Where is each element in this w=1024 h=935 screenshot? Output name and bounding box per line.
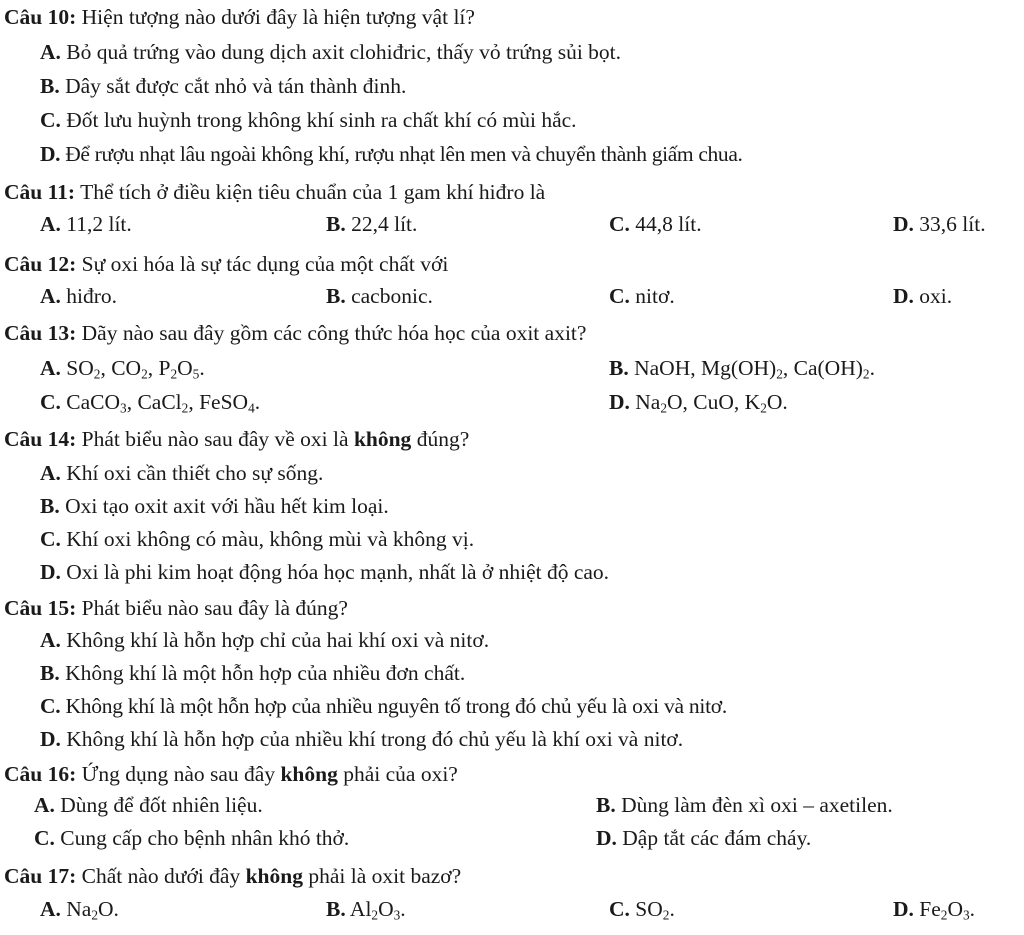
formula: $Na_2O$, CuO, $K_2O$. xyxy=(635,390,788,416)
question-text: Dãy nào sau đây gồm các công thức hóa học của oxit axit? xyxy=(81,321,587,345)
question-label: Câu 16: xyxy=(4,762,77,786)
option-b: B. 22,4 lít. xyxy=(326,212,418,236)
option-d: D. Để rượu nhạt lâu ngoài không khí, rượu nhạt lên men và chuyển thành giấm chua. xyxy=(40,142,743,166)
option-d: D. Oxi là phi kim hoạt động hóa học mạnh, nhất là ở nhiệt độ cao. xyxy=(40,560,610,584)
question-label: Câu 11: xyxy=(4,180,76,204)
option-a: A. Không khí là hỗn hợp chỉ của hai khí oxi và nitơ. xyxy=(40,628,490,652)
option-b: B. Oxi tạo oxit axit với hầu hết kim loại. xyxy=(40,494,389,518)
question-label: Câu 17: xyxy=(4,864,77,888)
option-b: B. Dây sắt được cắt nhỏ và tán thành đinh. xyxy=(40,74,407,98)
question-16 xyxy=(4,764,458,786)
option-d: D. Không khí là hỗn hợp của nhiều khí trong đó chủ yếu là khí oxi và nitơ. xyxy=(40,727,684,751)
question-text: phải của oxi? xyxy=(337,762,458,786)
question-emphasis: không xyxy=(280,762,338,786)
question-text: đúng? xyxy=(411,427,470,451)
option-a: A. Khí oxi cần thiết cho sự sống. xyxy=(40,461,324,485)
option-b: B. cacbonic. xyxy=(326,284,433,308)
formula: $Fe_2O_3$. xyxy=(919,897,976,923)
option-c: C. Khí oxi không có màu, không mùi và không vị. xyxy=(40,527,475,551)
question-text: Thể tích ở điều kiện tiêu chuẩn của 1 gam khí hiđro là xyxy=(80,180,546,204)
question-text: Ứng dụng nào sau đây xyxy=(81,762,281,786)
option-b: B. Không khí là một hỗn hợp của nhiều đơn chất. xyxy=(40,661,466,685)
option-b: B. $Al_2O_3$. xyxy=(326,897,406,923)
question-15 xyxy=(4,598,348,620)
question-emphasis: không xyxy=(245,864,303,888)
option-d: D. Dập tắt các đám cháy. xyxy=(596,826,812,850)
option-b: B. Dùng làm đèn xì oxi – axetilen. xyxy=(596,793,893,817)
question-10 xyxy=(4,7,475,29)
question-text: Phát biểu nào sau đây về oxi là xyxy=(81,427,354,451)
question-17 xyxy=(4,866,461,888)
formula: $SO_2$, $CO_2$, $P_2O_5$. xyxy=(66,356,205,382)
option-c: C. 44,8 lít. xyxy=(609,212,702,236)
option-a: A. Dùng để đốt nhiên liệu. xyxy=(34,793,263,817)
question-label: Câu 12: xyxy=(4,252,77,276)
question-13 xyxy=(4,323,586,345)
question-14 xyxy=(4,429,469,451)
question-text: phải là oxit bazơ? xyxy=(302,864,462,888)
question-label: Câu 15: xyxy=(4,596,77,620)
formula: $Al_2O_3$. xyxy=(349,897,406,923)
option-c: C. nitơ. xyxy=(609,284,675,308)
formula: $Na_2O$. xyxy=(66,897,119,923)
option-d: D. $Na_2O$, CuO, $K_2O$. xyxy=(609,390,788,416)
option-a: A. hiđro. xyxy=(40,284,118,308)
question-label: Câu 10: xyxy=(4,5,77,29)
option-d: D. oxi. xyxy=(893,284,953,308)
option-c: C. CaCO$_3$, CaCl$_2$, FeSO$_4$. xyxy=(40,390,261,416)
question-emphasis: không xyxy=(353,427,412,451)
question-label: Câu 14: xyxy=(4,427,77,451)
question-text: Phát biểu nào sau đây là đúng? xyxy=(81,596,348,620)
option-c: C. $SO_2$. xyxy=(609,897,675,923)
option-c: C. Không khí là một hỗn hợp của nhiều nguyên tố trong đó chủ yếu là oxi và nitơ. xyxy=(40,694,728,718)
option-a: A. Bỏ quả trứng vào dung dịch axit clohiđric, thấy vỏ trứng sủi bọt. xyxy=(40,40,622,64)
question-text: Hiện tượng nào dưới đây là hiện tượng vật lí? xyxy=(81,5,475,29)
question-11 xyxy=(4,182,545,204)
option-a: A. 11,2 lít. xyxy=(40,212,132,236)
formula: NaOH, $Mg(OH)_2$, $Ca(OH)_2$. xyxy=(634,356,875,382)
option-d: D. 33,6 lít. xyxy=(893,212,986,236)
question-12 xyxy=(4,254,448,276)
option-c: C. Đốt lưu huỳnh trong không khí sinh ra chất khí có mùi hắc. xyxy=(40,108,577,132)
question-label: Câu 13: xyxy=(4,321,77,345)
option-b: B. NaOH, $Mg(OH)_2$, $Ca(OH)_2$. xyxy=(609,356,875,382)
formula: $SO_2$. xyxy=(635,897,675,923)
option-a: A. $Na_2O$. xyxy=(40,897,119,923)
option-a: A. $SO_2$, $CO_2$, $P_2O_5$. xyxy=(40,356,205,382)
question-text: Sự oxi hóa là sự tác dụng của một chất với xyxy=(81,252,449,276)
option-d: D. $Fe_2O_3$. xyxy=(893,897,976,923)
question-text: Chất nào dưới đây xyxy=(81,864,246,888)
formula: CaCO$_3$, CaCl$_2$, FeSO$_4$. xyxy=(66,390,261,416)
option-c: C. Cung cấp cho bệnh nhân khó thở. xyxy=(34,826,350,850)
